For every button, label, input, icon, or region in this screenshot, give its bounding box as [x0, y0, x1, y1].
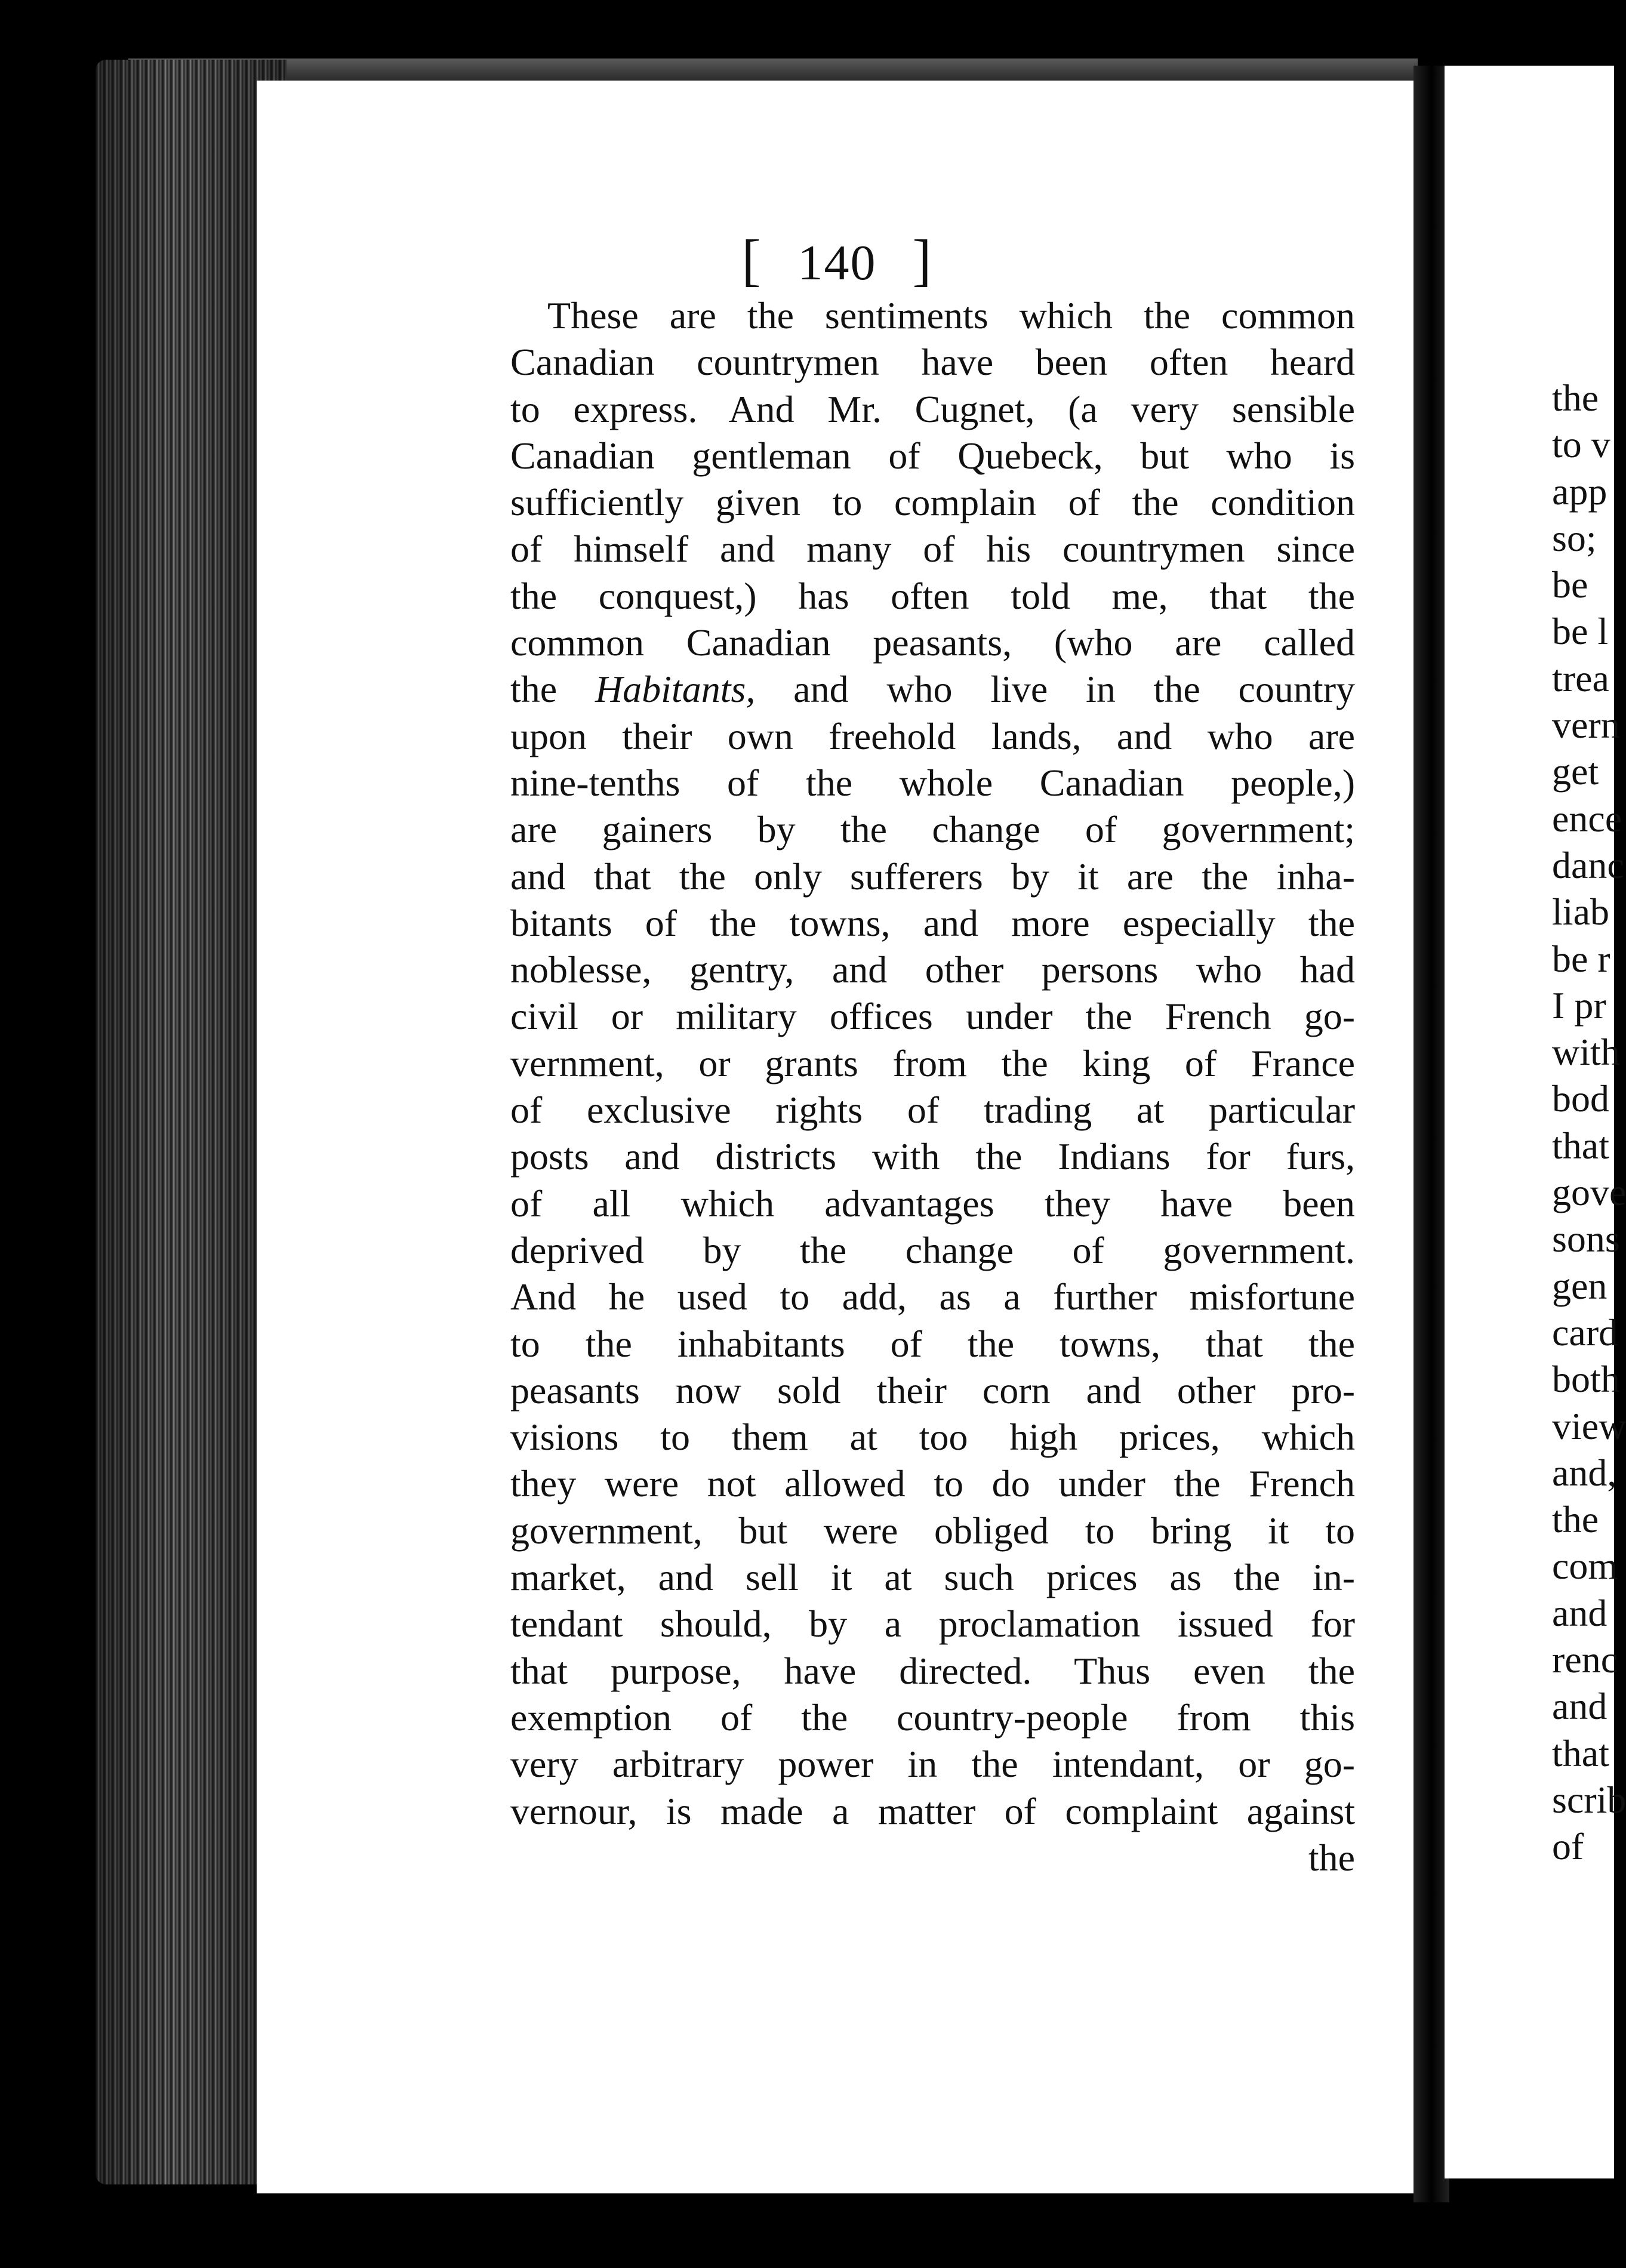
text-line: posts and districts with the Indians for furs,	[510, 1135, 1355, 1178]
right-text-line: I pr	[1552, 984, 1606, 1027]
left-page	[257, 81, 1418, 2193]
right-text-line: sons	[1552, 1218, 1620, 1261]
right-text-line: liab	[1552, 890, 1609, 933]
text-line: to the inhabitants of the towns, that the	[510, 1322, 1355, 1365]
body-text	[510, 292, 1355, 1881]
right-text-line: get	[1552, 750, 1599, 793]
text-line: sufficiently given to complain of the condition	[510, 481, 1355, 524]
page-header	[257, 227, 1418, 293]
right-text-line: to v	[1552, 423, 1610, 466]
text-line: vernment, or grants from the king of France	[510, 1041, 1355, 1084]
text-line: deprived by the change of government.	[510, 1228, 1355, 1271]
text-line: government, but were obliged to bring it to	[510, 1509, 1355, 1552]
gutter	[1413, 66, 1449, 2202]
habitants-before: the	[510, 668, 595, 711]
right-text-line: with	[1552, 1031, 1620, 1074]
text-line: And he used to add, as a further misfortune	[510, 1275, 1355, 1318]
header-close-bracket: ]	[912, 228, 933, 292]
right-text-line: of	[1552, 1825, 1584, 1868]
right-text-line: trea	[1552, 657, 1609, 699]
text-line: that purpose, have directed. Thus even the	[510, 1649, 1355, 1692]
text-line: market, and sell it at such prices as the in-	[510, 1556, 1355, 1599]
right-text-line: be	[1552, 563, 1588, 606]
text-line: common Canadian peasants, (who are called	[510, 621, 1355, 664]
right-text-line: and	[1552, 1685, 1607, 1728]
right-text-line: view	[1552, 1404, 1626, 1447]
right-text-line: vern	[1552, 704, 1620, 747]
text-line: of all which advantages they have been	[510, 1182, 1355, 1225]
text-line: upon their own freehold lands, and who are	[510, 714, 1355, 757]
right-text-line: ence	[1552, 797, 1622, 840]
text-line: bitants of the towns, and more especially the	[510, 901, 1355, 944]
text-line: nine-tenths of the whole Canadian people,)	[510, 761, 1355, 804]
text-line: to express. And Mr. Cugnet, (a very sensible	[510, 387, 1355, 430]
right-text-line: gove	[1552, 1171, 1626, 1214]
catchword: the	[1308, 1836, 1355, 1879]
text-line: they were not allowed to do under the French	[510, 1462, 1355, 1505]
right-text-line: be r	[1552, 937, 1610, 980]
text-line: vernour, is made a matter of complaint against	[510, 1789, 1355, 1832]
right-text-line: app	[1552, 470, 1607, 513]
text-line: the conquest,) has often told me, that the	[510, 574, 1355, 617]
right-text-line: renc	[1552, 1638, 1618, 1681]
right-text-line: both	[1552, 1358, 1620, 1401]
text-line: Canadian countrymen have been often heard	[510, 341, 1355, 384]
right-text-line: card	[1552, 1311, 1618, 1354]
right-text-line: danc	[1552, 843, 1624, 886]
text-line: and that the only sufferers by it are the inha-	[510, 855, 1355, 898]
habitants-italic: Habitants,	[595, 668, 756, 711]
right-text-line: com	[1552, 1545, 1618, 1588]
text-line: civil or military offices under the French go-	[510, 995, 1355, 1038]
right-page-fragment	[1445, 66, 1626, 2178]
text-line: peasants now sold their corn and other pro-	[510, 1369, 1355, 1412]
right-text-line: be l	[1552, 610, 1609, 653]
text-line: visions to them at too high prices, which	[510, 1416, 1355, 1459]
text-line: Canadian gentleman of Quebeck, but who is	[510, 434, 1355, 477]
right-text-line: that	[1552, 1731, 1609, 1774]
text-line: noblesse, gentry, and other persons who had	[510, 948, 1355, 991]
right-text-line: that	[1552, 1124, 1609, 1167]
text-line: exemption of the country-people from this	[510, 1696, 1355, 1739]
text-line: of himself and many of his countrymen since	[510, 528, 1355, 571]
right-text-line: the	[1552, 1498, 1599, 1541]
text-line: of exclusive rights of trading at particular	[510, 1089, 1355, 1132]
text-line: tendant should, by a proclamation issued for	[510, 1603, 1355, 1645]
right-text-line: and	[1552, 1591, 1607, 1634]
right-text-line: bod	[1552, 1077, 1609, 1120]
page-number: 140	[797, 235, 877, 291]
habitants-after: and who live in the country	[755, 668, 1356, 711]
text-line: very arbitrary power in the intendant, or go-	[510, 1743, 1355, 1786]
header-open-bracket: [	[741, 228, 762, 292]
right-page-text	[1552, 375, 1626, 1871]
right-text-line: so;	[1552, 516, 1597, 559]
text-line: These are the sentiments which the common	[547, 294, 1355, 337]
right-text-line: gen	[1552, 1264, 1607, 1307]
right-text-line: the	[1552, 377, 1599, 419]
right-text-line: and,	[1552, 1451, 1617, 1494]
right-text-line: scrib	[1552, 1778, 1626, 1821]
text-line: are gainers by the change of government;	[510, 808, 1355, 851]
text-line-habitants	[510, 666, 1355, 713]
